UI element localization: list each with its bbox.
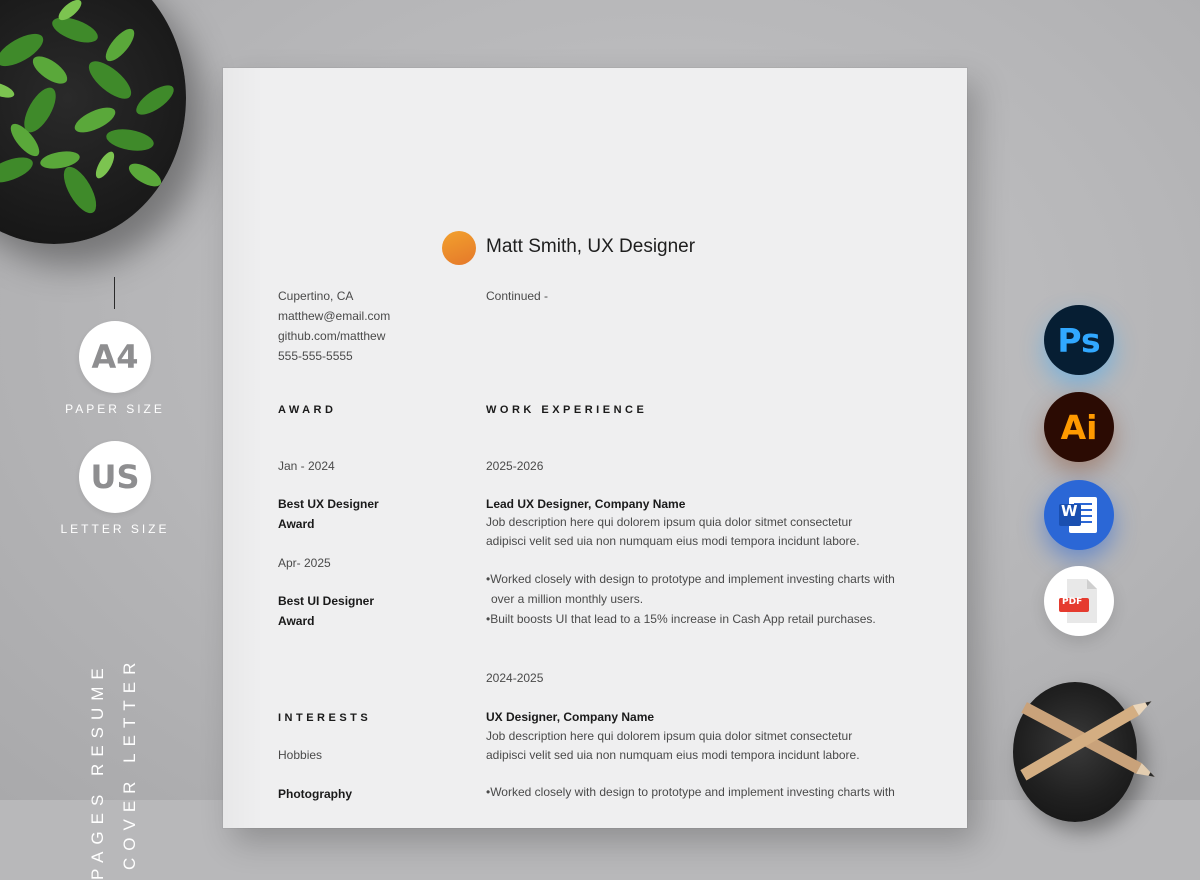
illustrator-icon: Ai — [1044, 392, 1114, 462]
interests-heading: INTERESTS — [278, 712, 372, 724]
contact-location: Cupertino, CA — [278, 289, 354, 303]
job-bullet: •Worked closely with design to prototype and implement investing charts with — [486, 785, 895, 799]
job-description: Job description here qui dolorem ipsum quia dolor sitmet consectetur — [486, 515, 853, 529]
award-date: Apr- 2025 — [278, 556, 331, 570]
paper-shading — [223, 68, 263, 828]
logo-dot — [442, 231, 476, 265]
award-title: Best UX Designer — [278, 497, 379, 511]
paper-size-caption: PAPER SIZE — [65, 402, 165, 416]
pdf-icon — [1044, 566, 1114, 636]
contact-phone: 555-555-5555 — [278, 349, 353, 363]
job-description: adipisci velit sed uia non numquam eius modi tempora incidunt labore. — [486, 748, 860, 762]
resume-name: Matt Smith, UX Designer — [486, 236, 696, 257]
contact-github: github.com/matthew — [278, 329, 386, 343]
pdf-label: PDF — [1062, 597, 1083, 607]
pencils-icon — [995, 682, 1175, 800]
vertical-pages-resume: PAGES RESUME — [88, 661, 107, 880]
award-title: Award — [278, 517, 315, 531]
award-title: Award — [278, 614, 315, 628]
interests-label: Hobbies — [278, 748, 323, 762]
job-period: 2025-2026 — [486, 459, 544, 473]
award-title: Best UI Designer — [278, 594, 375, 608]
job-description: adipisci velit sed uia non numquam eius modi tempora incidunt labore. — [486, 534, 860, 548]
job-title: Lead UX Designer, Company Name — [486, 497, 686, 511]
word-icon — [1044, 480, 1114, 550]
contact-email: matthew@email.com — [278, 309, 391, 323]
interest-item: Photography — [278, 787, 352, 801]
award-heading: AWARD — [278, 404, 337, 416]
vertical-cover-letter: COVER LETTER — [120, 655, 139, 870]
us-badge: US — [79, 441, 151, 513]
award-date: Jan - 2024 — [278, 459, 335, 473]
job-title: UX Designer, Company Name — [486, 710, 655, 724]
divider-line — [114, 277, 115, 309]
photoshop-icon: Ps — [1044, 305, 1114, 375]
job-bullet: •Worked closely with design to prototype and implement investing charts with — [486, 572, 895, 586]
job-description: Job description here qui dolorem ipsum quia dolor sitmet consectetur — [486, 729, 853, 743]
job-bullet: •Built boosts UI that lead to a 15% increase in Cash App retail purchases. — [486, 612, 876, 626]
word-letter: W — [1061, 502, 1078, 520]
a4-badge: A4 — [79, 321, 151, 393]
job-bullet: over a million monthly users. — [491, 592, 644, 606]
job-period: 2024-2025 — [486, 671, 544, 685]
work-experience-heading: WORK EXPERIENCE — [486, 404, 648, 416]
plant-leaves-icon — [0, 0, 210, 250]
letter-size-caption: LETTER SIZE — [60, 522, 170, 536]
continued-label: Continued - — [486, 289, 549, 303]
